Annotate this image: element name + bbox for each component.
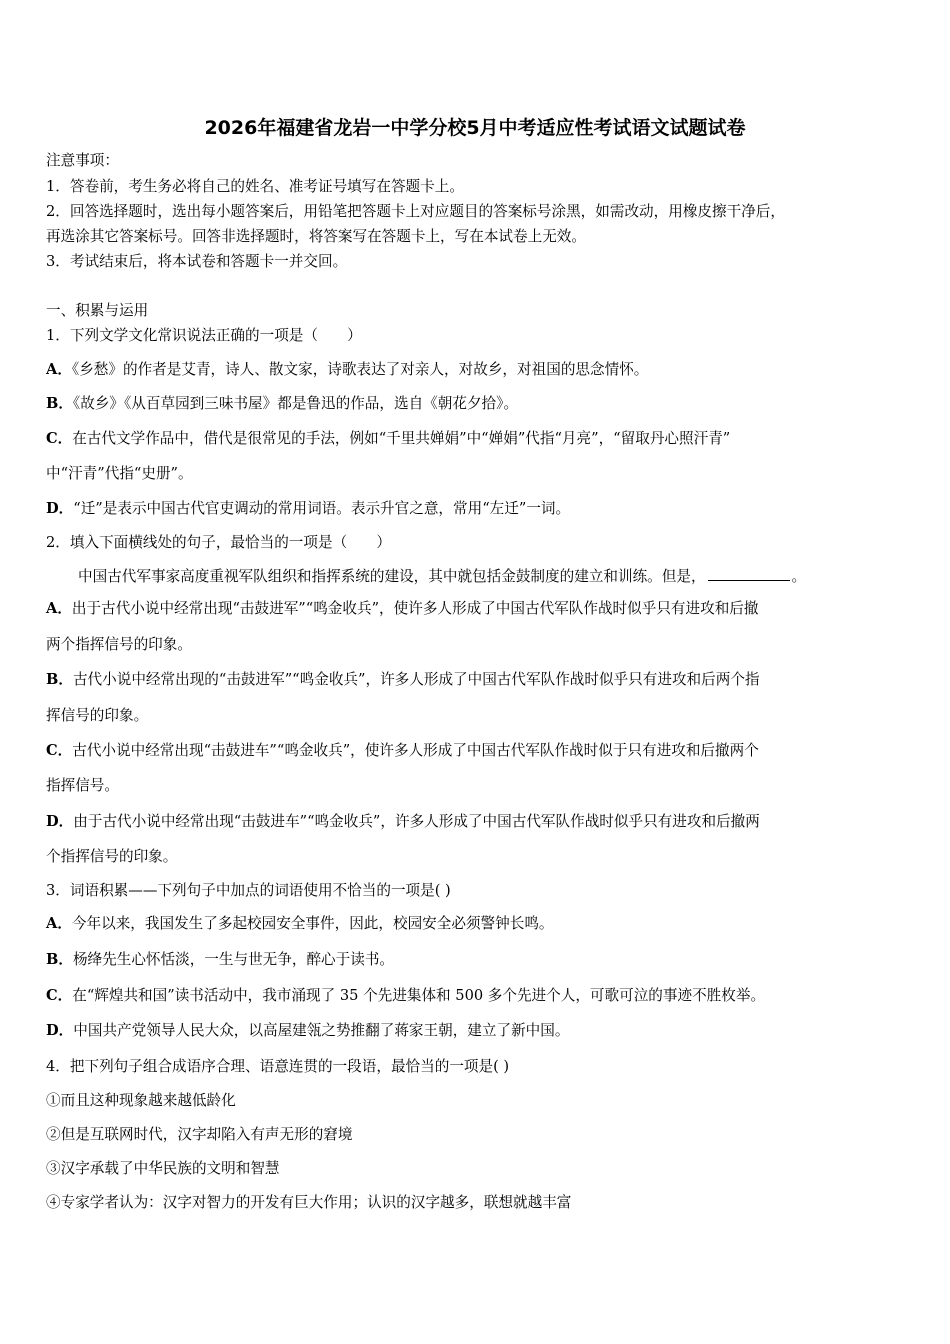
- notice-item-2-cont: 再选涂其它答案标号。回答非选择题时，将答案写在答题卡上，写在本试卷上无效。: [46, 228, 586, 245]
- option-letter: D．: [46, 813, 74, 830]
- option-letter: C．: [46, 742, 73, 759]
- q2-option-a: A．出于古代小说中经常出现“击鼓进军”“鸣金收兵”，使许多人形成了中国古代军队作战时似乎只有进攻和后撤: [46, 600, 759, 617]
- q3-option-b: B．杨绛先生心怀恬淡，一生与世无争，醉心于读书。: [46, 951, 395, 968]
- q1-option-b: B．《故乡》《从百草园到三味书屋》都是鲁迅的作品，选自《朝花夕拾》。: [46, 395, 519, 412]
- option-letter: D．: [46, 1022, 74, 1039]
- q1-stem: 1．下列文学文化常识说法正确的一项是（ ）: [46, 327, 362, 344]
- q2-option-d-cont: 个指挥信号的印象。: [46, 848, 178, 865]
- q1-option-c: C．在古代文学作品中，借代是很常见的手法，例如“千里共婵娟”中“婵娟”代指“月亮”，“留取丹心照汗青”: [46, 430, 731, 447]
- notice-item-1: 1．答卷前，考生务必将自己的姓名、准考证号填写在答题卡上。: [46, 178, 464, 195]
- q4-sentence-2: ②但是互联网时代，汉字却陷入有声无形的窘境: [46, 1126, 353, 1143]
- q2-option-b: B．古代小说中经常出现的“击鼓进军”“鸣金收兵”，许多人形成了中国古代军队作战时似乎只有进攻和后两个指: [46, 671, 760, 688]
- option-letter: B．: [46, 951, 73, 968]
- q2-option-c-cont: 指挥信号。: [46, 777, 119, 794]
- q3-option-a: A．今年以来，我国发生了多起校园安全事件，因此，校园安全必须警钟长鸣。: [46, 915, 554, 932]
- q2-stem: 2．填入下面横线处的句子，最恰当的一项是（ ）: [46, 534, 391, 551]
- answer-blank: [708, 566, 790, 581]
- option-letter: B．: [46, 395, 73, 412]
- q2-option-d: D．由于古代小说中经常出现“击鼓进车”“鸣金收兵”，许多人形成了中国古代军队作战时似乎只有进攻和后撤两: [46, 813, 760, 830]
- notice-item-3: 3．考试结束后，将本试卷和答题卡一并交回。: [46, 253, 348, 270]
- option-letter: A．: [46, 915, 72, 932]
- q2-option-a-cont: 两个指挥信号的印象。: [46, 636, 192, 653]
- q4-sentence-3: ③汉字承载了中华民族的文明和智慧: [46, 1160, 280, 1177]
- option-letter: D．: [46, 500, 74, 517]
- q4-sentence-1: ①而且这种现象越来越低龄化: [46, 1092, 236, 1109]
- option-letter: C．: [46, 430, 73, 447]
- q2-option-b-cont: 挥信号的印象。: [46, 707, 149, 724]
- q2-passage-text: 中国古代军事家高度重视军队组织和指挥系统的建设，其中就包括金鼓制度的建立和训练。但是，: [78, 568, 706, 585]
- page-title: 2026年福建省龙岩一中学分校5月中考适应性考试语文试题试卷: [204, 117, 746, 139]
- q3-option-d: D．中国共产党领导人民大众，以高屋建瓴之势推翻了蒋家王朝，建立了新中国。: [46, 1022, 570, 1039]
- option-letter: B．: [46, 671, 73, 688]
- option-letter: C．: [46, 987, 73, 1004]
- q2-passage: [78, 566, 806, 587]
- q4-sentence-4: ④专家学者认为：汉字对智力的开发有巨大作用；认识的汉字越多，联想就越丰富: [46, 1194, 572, 1211]
- option-letter: A．: [46, 361, 72, 378]
- q2-option-c: C．古代小说中经常出现“击鼓进车”“鸣金收兵”，使许多人形成了中国古代军队作战时似于只有进攻和后撤两个: [46, 742, 759, 759]
- q1-option-a: A．《乡愁》的作者是艾青，诗人、散文家，诗歌表达了对亲人，对故乡，对祖国的思念情怀。: [46, 361, 649, 378]
- q1-option-c-cont: 中“汗青”代指“史册”。: [46, 465, 193, 482]
- section-heading: 一、积累与运用: [46, 302, 149, 319]
- q2-passage-end: 。: [791, 568, 807, 585]
- notice-item-2: 2．回答选择题时，选出每小题答案后，用铅笔把答题卡上对应题目的答案标号涂黑，如需改动，用橡皮擦干净后，: [46, 203, 785, 220]
- q1-option-d: D．“迁”是表示中国古代官吏调动的常用词语。表示升官之意，常用“左迁”一词。: [46, 500, 571, 517]
- q4-stem: 4．把下列句子组合成语序合理、语意连贯的一段语，最恰当的一项是( ): [46, 1058, 510, 1075]
- notice-heading: 注意事项：: [46, 152, 119, 169]
- option-letter: A．: [46, 600, 72, 617]
- q3-stem: 3．词语积累——下列句子中加点的词语使用不恰当的一项是( ): [46, 882, 451, 899]
- q3-option-c: C．在“辉煌共和国”读书活动中，我市涌现了 35 个先进集体和 500 多个先进个人，可歌可泣的事迹不胜枚举。: [46, 987, 766, 1004]
